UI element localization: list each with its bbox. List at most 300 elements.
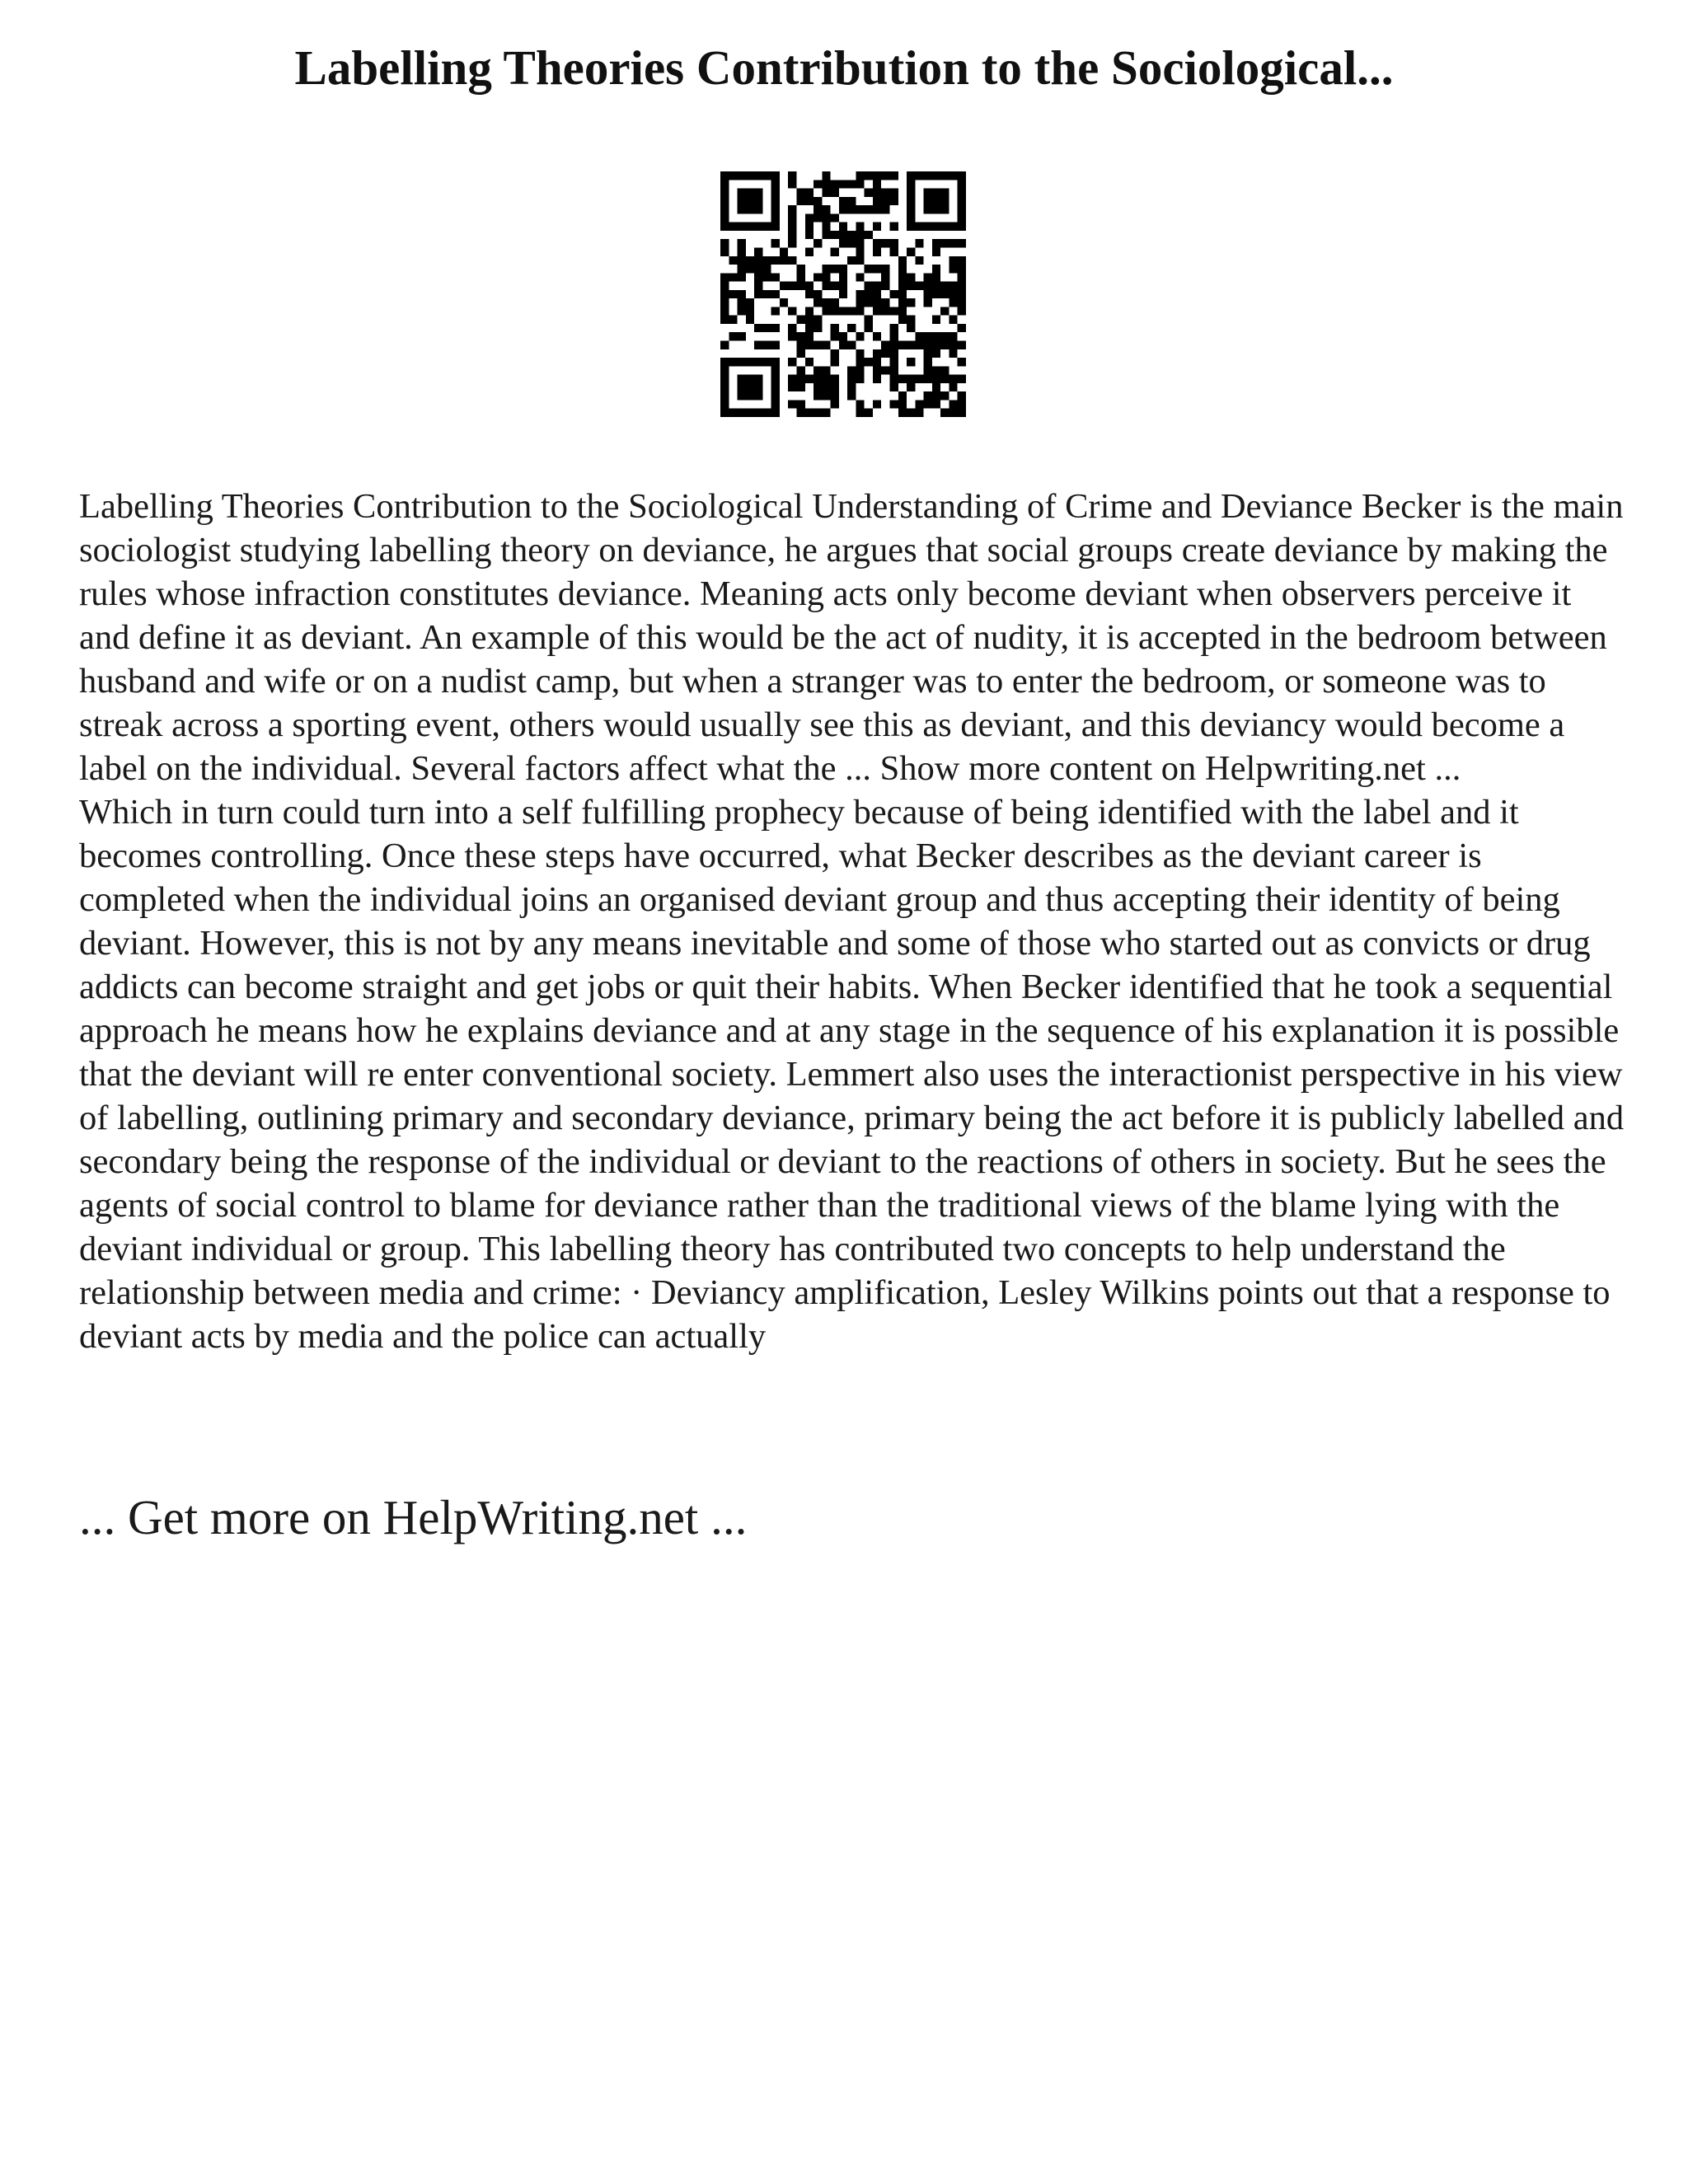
qr-module bbox=[839, 307, 847, 315]
qr-module bbox=[762, 171, 771, 180]
qr-module bbox=[924, 273, 932, 281]
qr-module bbox=[958, 189, 966, 197]
qr-module bbox=[805, 332, 814, 340]
qr-module bbox=[788, 205, 796, 213]
qr-module bbox=[847, 375, 856, 383]
qr-module bbox=[873, 298, 881, 307]
qr-module bbox=[720, 239, 729, 247]
qr-module bbox=[720, 391, 729, 400]
qr-module bbox=[771, 409, 780, 417]
qr-module bbox=[898, 256, 907, 265]
qr-module bbox=[720, 400, 729, 408]
qr-module bbox=[788, 282, 796, 290]
qr-module bbox=[907, 341, 915, 349]
qr-module bbox=[924, 366, 932, 374]
qr-module bbox=[907, 247, 915, 255]
qr-module bbox=[822, 223, 830, 231]
qr-module bbox=[881, 205, 889, 213]
article-body bbox=[79, 485, 1629, 1358]
qr-module bbox=[932, 391, 940, 400]
qr-module bbox=[738, 358, 746, 366]
qr-module bbox=[907, 409, 915, 417]
qr-module bbox=[771, 223, 780, 231]
qr-module bbox=[958, 400, 966, 408]
qr-module bbox=[788, 307, 796, 315]
qr-module bbox=[907, 375, 915, 383]
qr-module bbox=[814, 366, 822, 374]
qr-module bbox=[738, 290, 746, 298]
qr-module bbox=[822, 273, 830, 281]
qr-module bbox=[873, 223, 881, 231]
qr-module bbox=[847, 307, 856, 315]
qr-module bbox=[924, 223, 932, 231]
qr-module bbox=[839, 223, 847, 231]
qr-module bbox=[924, 282, 932, 290]
qr-module bbox=[814, 290, 822, 298]
qr-module bbox=[831, 265, 839, 273]
qr-module bbox=[958, 256, 966, 265]
qr-module bbox=[949, 409, 957, 417]
qr-module bbox=[890, 341, 898, 349]
qr-module bbox=[738, 391, 746, 400]
qr-module bbox=[839, 197, 847, 205]
qr-module bbox=[720, 213, 729, 222]
qr-module bbox=[881, 197, 889, 205]
qr-module bbox=[746, 197, 754, 205]
qr-module bbox=[780, 256, 788, 265]
qr-module bbox=[865, 231, 873, 239]
qr-module bbox=[856, 247, 864, 255]
qr-module bbox=[907, 273, 915, 281]
qr-module bbox=[932, 383, 940, 391]
qr-module bbox=[856, 290, 864, 298]
page-title: Labelling Theories Contribution to the Sociological... bbox=[294, 40, 1394, 95]
qr-module bbox=[754, 171, 762, 180]
qr-module bbox=[729, 409, 737, 417]
qr-module bbox=[746, 316, 754, 324]
article-paragraph-2: Which in turn could turn into a self fulfilling prophecy because of being identified with the label and it becomes controlling. Once these steps have occurred, what Becker describes as the deviant career is completed when the individual joins an organised deviant group and thus accepting their identity of being deviant. However, this is not by any means inevitable and some of those who started out as convicts or drug addicts can become straight and get jobs or quit their habits. When Becker identified that he took a sequential approach he means how he explains deviance and at any stage in the sequence of his explanation it is possible that the deviant will re enter conventional society. Lemmert also uses the interactionist perspective in his view of labelling, outlining primary and secondary deviance, primary being the act before it is publicly labelled and secondary being the response of the individual or deviant to the reactions of others in society. But he sees the agents of social control to blame for deviance rather than the traditional views of the blame lying with the deviant individual or group. This labelling theory has contributed two concepts to help understand the relationship between media and crime: · Deviancy amplification, Lesley Wilkins points out that a response to deviant acts by media and the police can actually bbox=[79, 793, 1625, 1356]
qr-module bbox=[746, 358, 754, 366]
qr-module bbox=[940, 197, 949, 205]
qr-module bbox=[907, 180, 915, 188]
qr-module bbox=[915, 375, 923, 383]
qr-module bbox=[822, 189, 830, 197]
qr-module bbox=[788, 223, 796, 231]
qr-module bbox=[796, 375, 804, 383]
qr-module bbox=[839, 180, 847, 188]
qr-module bbox=[949, 383, 957, 391]
qr-module bbox=[873, 239, 881, 247]
qr-module bbox=[754, 189, 762, 197]
qr-module bbox=[762, 358, 771, 366]
qr-module bbox=[746, 298, 754, 307]
qr-module bbox=[805, 189, 814, 197]
qr-module bbox=[729, 273, 737, 281]
qr-module bbox=[924, 341, 932, 349]
qr-module bbox=[873, 349, 881, 358]
qr-module bbox=[924, 358, 932, 366]
qr-module bbox=[949, 341, 957, 349]
qr-module bbox=[720, 358, 729, 366]
qr-module bbox=[949, 298, 957, 307]
qr-module bbox=[822, 307, 830, 315]
qr-module bbox=[754, 197, 762, 205]
qr-module bbox=[839, 282, 847, 290]
qr-module bbox=[932, 189, 940, 197]
qr-module bbox=[898, 409, 907, 417]
qr-module bbox=[796, 265, 804, 273]
qr-module bbox=[746, 223, 754, 231]
qr-module bbox=[958, 358, 966, 366]
qr-module bbox=[873, 400, 881, 408]
qr-module bbox=[881, 298, 889, 307]
qr-module bbox=[873, 375, 881, 383]
qr-module bbox=[915, 332, 923, 340]
qr-module bbox=[738, 332, 746, 340]
qr-module bbox=[754, 265, 762, 273]
qr-module bbox=[720, 341, 729, 349]
qr-module bbox=[881, 307, 889, 315]
qr-module bbox=[890, 332, 898, 340]
qr-module bbox=[738, 273, 746, 281]
qr-module bbox=[788, 324, 796, 332]
qr-module bbox=[831, 324, 839, 332]
qr-module bbox=[958, 239, 966, 247]
qr-module bbox=[847, 239, 856, 247]
qr-module bbox=[771, 400, 780, 408]
qr-module bbox=[847, 391, 856, 400]
qr-module bbox=[788, 213, 796, 222]
qr-module bbox=[940, 366, 949, 374]
qr-module bbox=[814, 213, 822, 222]
qr-module bbox=[788, 171, 796, 180]
qr-module bbox=[940, 189, 949, 197]
qr-module bbox=[822, 391, 830, 400]
qr-module bbox=[771, 358, 780, 366]
qr-module bbox=[771, 205, 780, 213]
qr-module bbox=[754, 223, 762, 231]
qr-module bbox=[856, 223, 864, 231]
qr-module bbox=[949, 375, 957, 383]
qr-module bbox=[771, 341, 780, 349]
qr-module bbox=[822, 231, 830, 239]
qr-module bbox=[958, 375, 966, 383]
qr-module bbox=[873, 282, 881, 290]
qr-module bbox=[898, 341, 907, 349]
qr-module bbox=[924, 290, 932, 298]
qr-module bbox=[796, 332, 804, 340]
qr-module bbox=[762, 273, 771, 281]
qr-module bbox=[932, 366, 940, 374]
qr-module bbox=[762, 341, 771, 349]
qr-module bbox=[898, 290, 907, 298]
qr-module bbox=[915, 400, 923, 408]
qr-module bbox=[771, 171, 780, 180]
qr-module bbox=[865, 171, 873, 180]
qr-module bbox=[932, 316, 940, 324]
qr-module bbox=[865, 189, 873, 197]
qr-module bbox=[771, 189, 780, 197]
qr-module bbox=[738, 265, 746, 273]
qr-module bbox=[754, 247, 762, 255]
qr-module bbox=[924, 400, 932, 408]
qr-module bbox=[856, 239, 864, 247]
qr-module bbox=[822, 282, 830, 290]
qr-module bbox=[814, 197, 822, 205]
qr-module bbox=[738, 383, 746, 391]
qr-module bbox=[873, 205, 881, 213]
qr-module bbox=[958, 298, 966, 307]
qr-module bbox=[805, 358, 814, 366]
qr-module bbox=[890, 349, 898, 358]
qr-module bbox=[924, 171, 932, 180]
qr-module bbox=[831, 189, 839, 197]
qr-module bbox=[822, 265, 830, 273]
qr-module bbox=[762, 409, 771, 417]
qr-module bbox=[788, 383, 796, 391]
qr-module bbox=[958, 341, 966, 349]
qr-module bbox=[915, 282, 923, 290]
qr-module bbox=[771, 197, 780, 205]
qr-module bbox=[847, 366, 856, 374]
qr-module bbox=[720, 316, 729, 324]
qr-module bbox=[865, 205, 873, 213]
qr-module bbox=[729, 332, 737, 340]
qr-module bbox=[805, 290, 814, 298]
qr-module bbox=[771, 213, 780, 222]
qr-module bbox=[720, 282, 729, 290]
qr-module bbox=[932, 223, 940, 231]
qr-module bbox=[890, 307, 898, 315]
qr-module bbox=[932, 273, 940, 281]
qr-module bbox=[865, 282, 873, 290]
get-more-link[interactable]: ... Get more on HelpWriting.net ... bbox=[79, 1490, 748, 1544]
qr-module bbox=[873, 189, 881, 197]
qr-module bbox=[738, 189, 746, 197]
qr-module bbox=[720, 375, 729, 383]
qr-module bbox=[754, 375, 762, 383]
qr-module bbox=[958, 307, 966, 315]
qr-module bbox=[796, 400, 804, 408]
qr-module bbox=[907, 171, 915, 180]
qr-module bbox=[865, 290, 873, 298]
qr-module bbox=[890, 247, 898, 255]
qr-code-icon[interactable] bbox=[720, 171, 966, 417]
qr-module bbox=[856, 231, 864, 239]
qr-module bbox=[822, 409, 830, 417]
qr-module bbox=[881, 239, 889, 247]
qr-module bbox=[746, 383, 754, 391]
qr-module bbox=[754, 409, 762, 417]
qr-module bbox=[932, 375, 940, 383]
qr-module bbox=[720, 298, 729, 307]
qr-module bbox=[881, 366, 889, 374]
qr-module bbox=[949, 256, 957, 265]
qr-module bbox=[958, 273, 966, 281]
qr-module bbox=[746, 256, 754, 265]
qr-module bbox=[831, 180, 839, 188]
qr-module bbox=[822, 180, 830, 188]
qr-module bbox=[898, 307, 907, 315]
qr-module bbox=[924, 375, 932, 383]
qr-module bbox=[771, 290, 780, 298]
qr-module bbox=[940, 205, 949, 213]
qr-module bbox=[814, 324, 822, 332]
qr-module bbox=[738, 239, 746, 247]
qr-module bbox=[907, 383, 915, 391]
qr-module bbox=[856, 298, 864, 307]
qr-module bbox=[831, 282, 839, 290]
qr-module bbox=[771, 391, 780, 400]
qr-module bbox=[814, 298, 822, 307]
qr-module bbox=[720, 247, 729, 255]
qr-module bbox=[873, 247, 881, 255]
qr-module bbox=[780, 247, 788, 255]
qr-module bbox=[890, 366, 898, 374]
qr-module bbox=[856, 358, 864, 366]
qr-module bbox=[754, 290, 762, 298]
qr-module bbox=[814, 409, 822, 417]
qr-module bbox=[805, 282, 814, 290]
qr-module bbox=[720, 189, 729, 197]
qr-module bbox=[847, 383, 856, 391]
qr-module bbox=[898, 282, 907, 290]
qr-module bbox=[890, 290, 898, 298]
qr-module bbox=[856, 256, 864, 265]
qr-module bbox=[856, 409, 864, 417]
qr-module bbox=[720, 171, 729, 180]
qr-module bbox=[898, 273, 907, 281]
qr-module bbox=[814, 205, 822, 213]
qr-module bbox=[762, 256, 771, 265]
qr-module bbox=[754, 282, 762, 290]
qr-module bbox=[890, 239, 898, 247]
qr-module bbox=[940, 290, 949, 298]
qr-module bbox=[771, 239, 780, 247]
qr-module bbox=[890, 223, 898, 231]
qr-module bbox=[831, 307, 839, 315]
qr-module bbox=[780, 282, 788, 290]
qr-module bbox=[754, 391, 762, 400]
qr-module bbox=[847, 205, 856, 213]
qr-module bbox=[932, 265, 940, 273]
qr-module bbox=[796, 366, 804, 374]
qr-module bbox=[949, 290, 957, 298]
qr-module bbox=[788, 239, 796, 247]
qr-module bbox=[771, 324, 780, 332]
qr-module bbox=[958, 265, 966, 273]
qr-module bbox=[771, 383, 780, 391]
qr-module bbox=[796, 409, 804, 417]
qr-module bbox=[771, 307, 780, 315]
qr-module bbox=[805, 223, 814, 231]
qr-module bbox=[865, 298, 873, 307]
qr-module bbox=[873, 358, 881, 366]
qr-module bbox=[898, 391, 907, 400]
qr-module bbox=[839, 231, 847, 239]
qr-module bbox=[805, 213, 814, 222]
qr-module bbox=[796, 273, 804, 281]
qr-module bbox=[873, 265, 881, 273]
qr-module bbox=[720, 273, 729, 281]
qr-module bbox=[839, 265, 847, 273]
qr-module bbox=[890, 171, 898, 180]
qr-module bbox=[932, 247, 940, 255]
qr-module bbox=[865, 409, 873, 417]
qr-module bbox=[822, 171, 830, 180]
qr-module bbox=[958, 205, 966, 213]
qr-module bbox=[788, 375, 796, 383]
qr-module bbox=[856, 332, 864, 340]
qr-module bbox=[898, 375, 907, 383]
qr-module bbox=[949, 171, 957, 180]
qr-module bbox=[940, 332, 949, 340]
qr-module bbox=[771, 366, 780, 374]
qr-module bbox=[831, 375, 839, 383]
qr-module bbox=[805, 341, 814, 349]
qr-module bbox=[805, 324, 814, 332]
qr-module bbox=[738, 197, 746, 205]
qr-module bbox=[754, 358, 762, 366]
qr-module bbox=[890, 375, 898, 383]
qr-module bbox=[814, 383, 822, 391]
qr-module bbox=[856, 375, 864, 383]
qr-module bbox=[924, 189, 932, 197]
qr-module bbox=[839, 205, 847, 213]
qr-module bbox=[814, 316, 822, 324]
qr-module bbox=[729, 358, 737, 366]
qr-module bbox=[805, 197, 814, 205]
qr-module bbox=[881, 282, 889, 290]
qr-module bbox=[746, 265, 754, 273]
qr-module bbox=[738, 171, 746, 180]
qr-module bbox=[771, 273, 780, 281]
qr-module bbox=[805, 247, 814, 255]
qr-module bbox=[890, 400, 898, 408]
qr-module bbox=[738, 298, 746, 307]
qr-module bbox=[780, 298, 788, 307]
qr-module bbox=[873, 332, 881, 340]
qr-module bbox=[873, 171, 881, 180]
qr-module bbox=[814, 341, 822, 349]
qr-module bbox=[949, 349, 957, 358]
qr-module bbox=[856, 400, 864, 408]
qr-module bbox=[856, 307, 864, 315]
qr-module bbox=[932, 197, 940, 205]
qr-module bbox=[856, 205, 864, 213]
qr-module bbox=[958, 409, 966, 417]
qr-module bbox=[932, 205, 940, 213]
qr-module bbox=[754, 324, 762, 332]
qr-module bbox=[839, 239, 847, 247]
qr-module bbox=[915, 256, 923, 265]
qr-module bbox=[865, 358, 873, 366]
qr-module bbox=[932, 290, 940, 298]
qr-module bbox=[940, 171, 949, 180]
qr-module bbox=[796, 383, 804, 391]
qr-module bbox=[856, 366, 864, 374]
qr-module bbox=[881, 273, 889, 281]
qr-module bbox=[746, 375, 754, 383]
qr-module bbox=[924, 205, 932, 213]
qr-module bbox=[949, 239, 957, 247]
qr-module bbox=[746, 205, 754, 213]
qr-module bbox=[738, 375, 746, 383]
qr-module bbox=[754, 256, 762, 265]
qr-module bbox=[940, 375, 949, 383]
qr-module bbox=[720, 307, 729, 315]
qr-module bbox=[831, 358, 839, 366]
